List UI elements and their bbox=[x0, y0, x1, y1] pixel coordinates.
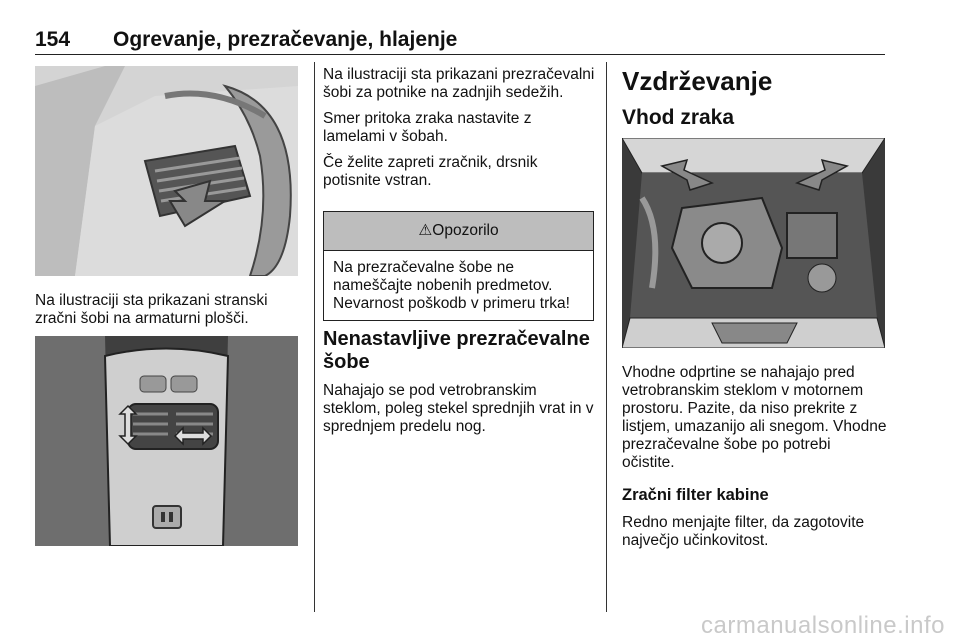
cabin-filter-paragraph: Redno menjajte filter, da zagotovite največjo učinkovitost. bbox=[622, 514, 865, 549]
rear-vents-paragraph: Na ilustraciji sta prikazani prezračevalni šobi za potnike na zadnjih sedežih. bbox=[323, 66, 595, 101]
warning-triangle-icon: ⚠ bbox=[418, 222, 433, 239]
engine-bay-illustration bbox=[622, 138, 885, 348]
fixed-vents-paragraph: Nahajajo se pod vetrobranskim steklom, poleg stekel sprednjih vrat in v sprednjem predelu nog. bbox=[323, 382, 594, 435]
dashboard-side-vent-illustration bbox=[35, 66, 298, 276]
main-heading-maintenance: Vzdrževanje bbox=[622, 66, 773, 96]
subheading-cabin-filter: Zračni filter kabine bbox=[622, 486, 769, 504]
watermark: carmanualsonline.info bbox=[701, 612, 945, 639]
section-heading-fixed-vents: Nenastavljive prezračevalne šobe bbox=[323, 328, 590, 373]
subheading-air-intake: Vhod zraka bbox=[622, 106, 735, 129]
air-intake-paragraph: Vhodne odprtine se nahajajo pred vetrobranskim steklom v motornem prostoru. Pazite, da niso prekrite z listjem, umazanijo ali snegom. Vhodne prezračevalne šobe po potrebi očistite. bbox=[622, 364, 887, 471]
rear-vent-illustration bbox=[35, 336, 298, 546]
warning-text: Na prezračevalne šobe ne nameščajte nobenih predmetov. Nevarnost poškodb v primeru trka! bbox=[333, 259, 570, 312]
column-divider-2 bbox=[606, 62, 607, 612]
column-divider-1 bbox=[314, 62, 315, 612]
warning-box bbox=[323, 211, 594, 321]
page-header bbox=[35, 28, 885, 55]
caption-dashboard-vents: Na ilustraciji sta prikazani stranski zračni šobi na armaturni plošči. bbox=[35, 292, 268, 327]
warning-header bbox=[324, 212, 593, 251]
warning-title: Opozorilo bbox=[432, 222, 499, 239]
page-title: Ogrevanje, prezračevanje, hlajenje bbox=[113, 28, 458, 51]
close-vent-paragraph: Če želite zapreti zračnik, drsnik potisnite vstran. bbox=[323, 154, 538, 189]
column-2-text bbox=[323, 66, 595, 198]
airflow-direction-paragraph: Smer pritoka zraka nastavite z lamelami v šobah. bbox=[323, 110, 532, 145]
page-number: 154 bbox=[35, 28, 71, 51]
